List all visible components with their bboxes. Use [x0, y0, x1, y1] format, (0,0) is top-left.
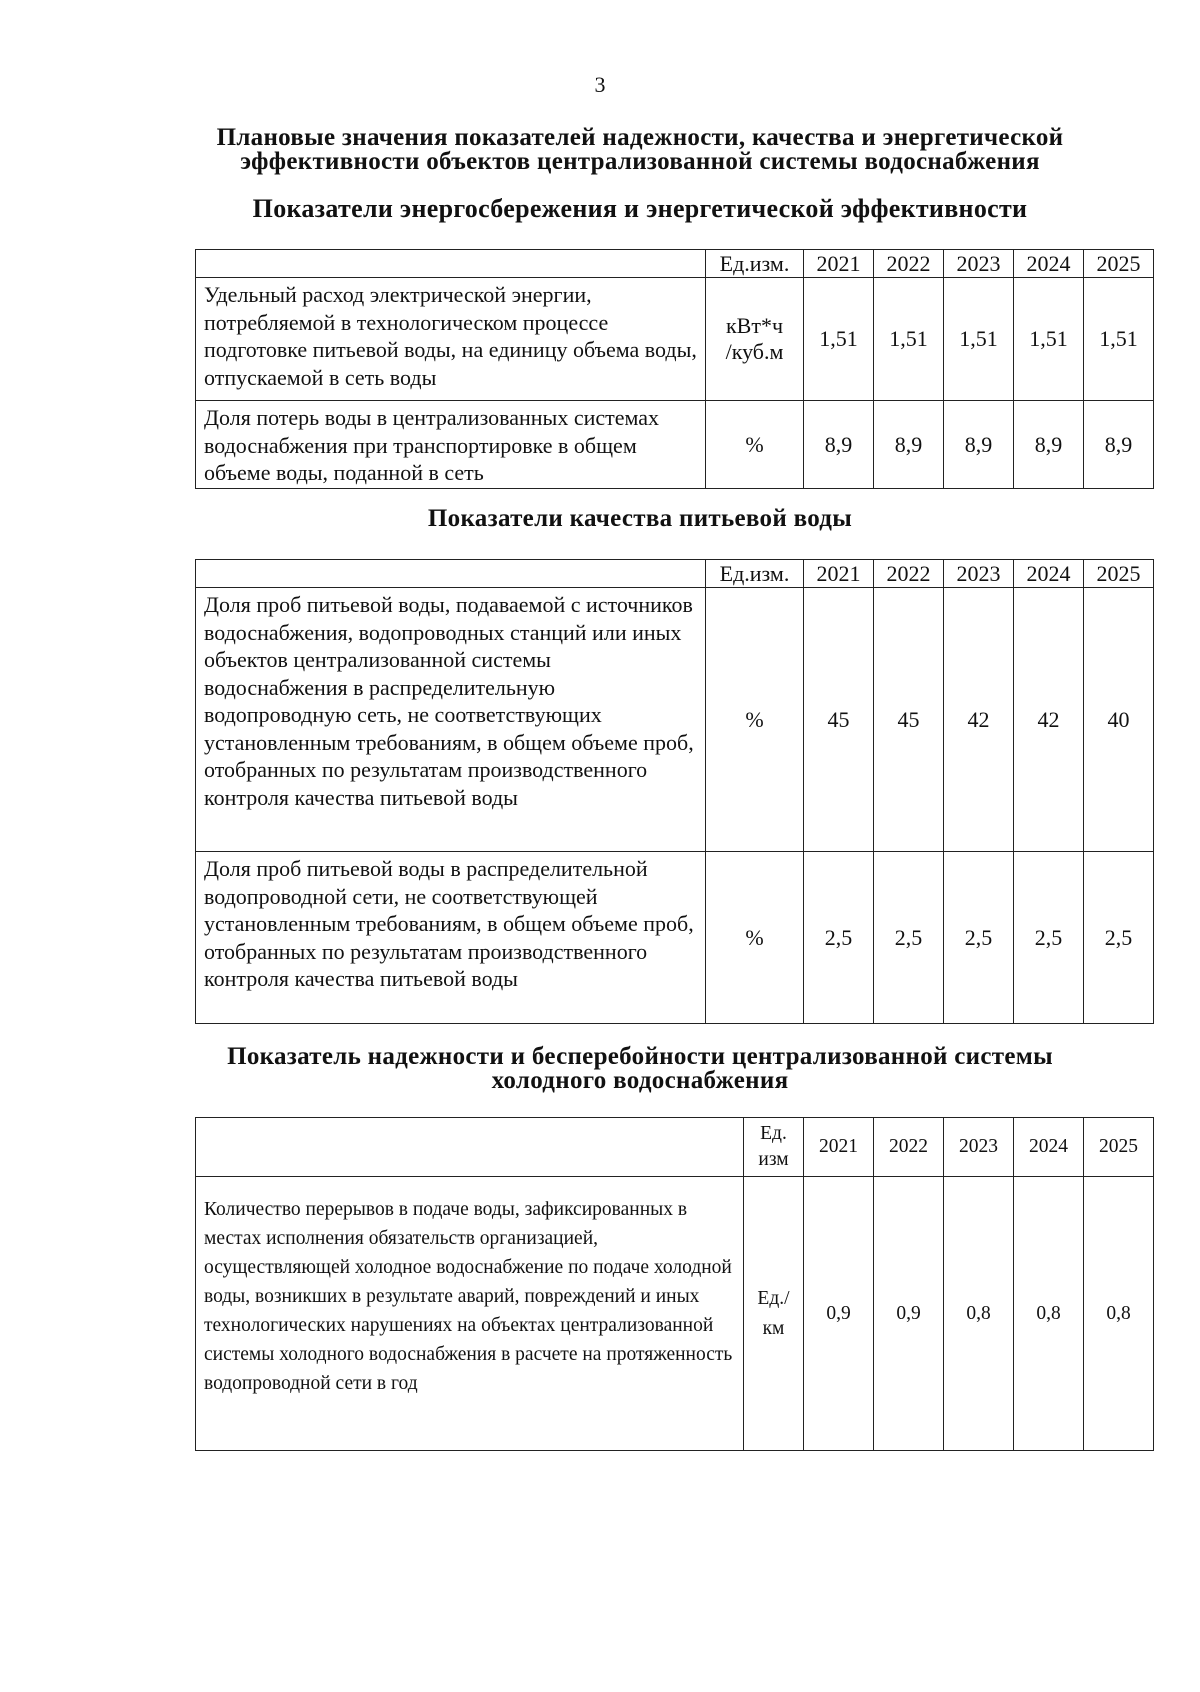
value-cell: 2,5: [804, 852, 874, 1024]
year-header: 2021: [804, 250, 874, 278]
value-cell: 42: [944, 588, 1014, 852]
indicator-unit: [706, 278, 804, 401]
value-cell: 1,51: [944, 278, 1014, 401]
year-header: 2021: [804, 1118, 874, 1177]
indicator-unit: %: [706, 588, 804, 852]
table-header-row: [196, 250, 1154, 278]
indicator-description: Количество перерывов в подаче воды, зафиксированных в местах исполнения обязательств организацией, осуществляющей холодное водоснабжение по подаче холодной воды, возникших в результате аварий, повреждений и иных технологических нарушениях на объектах централизованной системы холодного водоснабжения в расчете на протяженность водопроводной сети в год: [196, 1177, 744, 1451]
indicator-description: Доля проб питьевой воды в распределительной водопроводной сети, не соответствующей установленным требованиям, в общем объеме проб, отобранных по результатам производственного контроля качества питьевой воды: [196, 852, 706, 1024]
value-cell: 0,8: [1014, 1177, 1084, 1451]
unit-header: Ед.изм.: [706, 250, 804, 278]
value-cell: 1,51: [1084, 278, 1154, 401]
value-cell: 0,9: [874, 1177, 944, 1451]
table-row: [196, 588, 1154, 852]
section-energy-title: Показатели энергосбережения и энергетической эффективности: [252, 194, 1028, 223]
year-header: 2025: [1084, 560, 1154, 588]
value-cell: 0,8: [1084, 1177, 1154, 1451]
year-header: 2024: [1014, 250, 1084, 278]
year-header: 2024: [1014, 1118, 1084, 1177]
table-row: [196, 852, 1154, 1024]
value-cell: 2,5: [1084, 852, 1154, 1024]
value-cell: 40: [1084, 588, 1154, 852]
year-header: 2024: [1014, 560, 1084, 588]
value-cell: 0,9: [804, 1177, 874, 1451]
value-cell: 8,9: [874, 401, 944, 489]
value-cell: 8,9: [804, 401, 874, 489]
unit-header-line-1: Ед.: [760, 1123, 787, 1144]
value-cell: 2,5: [944, 852, 1014, 1024]
table-header-row: [196, 1118, 1154, 1177]
value-cell: 2,5: [874, 852, 944, 1024]
energy-efficiency-table: [195, 249, 1154, 489]
header-blank-cell: [196, 560, 706, 588]
header-blank-cell: [196, 1118, 744, 1177]
unit-header-line-2: изм: [758, 1149, 789, 1170]
indicator-description: Доля потерь воды в централизованных системах водоснабжения при транспортировке в общем объеме воды, поданной в сеть: [196, 401, 706, 489]
section-reliability-title-line-2: холодного водоснабжения: [491, 1067, 789, 1094]
value-cell: 8,9: [944, 401, 1014, 489]
year-header: 2022: [874, 1118, 944, 1177]
section-reliability-title: [150, 1045, 1130, 1093]
table-row: [196, 401, 1154, 489]
unit-header: Ед.изм.: [706, 560, 804, 588]
value-cell: 1,51: [1014, 278, 1084, 401]
section-quality-title: Показатели качества питьевой воды: [427, 505, 853, 532]
year-header: 2023: [944, 560, 1014, 588]
main-title-line-2: эффективности объектов централизованной системы водоснабжения: [240, 148, 1040, 175]
table-row: [196, 1177, 1154, 1451]
value-cell: 8,9: [1014, 401, 1084, 489]
header-blank-cell: [196, 250, 706, 278]
unit-line-2: /куб.м: [725, 339, 784, 364]
year-header: 2025: [1084, 1118, 1154, 1177]
water-quality-table: [195, 559, 1154, 1024]
year-header: 2023: [944, 250, 1014, 278]
unit-line-1: Ед./: [757, 1287, 790, 1309]
page-number: 3: [594, 72, 606, 97]
table-header-row: [196, 560, 1154, 588]
table-row: [196, 278, 1154, 401]
indicator-description: Удельный расход электрической энергии, потребляемой в технологическом процессе подготовке питьевой воды, на единицу объема воды, отпускаемой в сеть воды: [196, 278, 706, 401]
unit-header: [744, 1118, 804, 1177]
value-cell: 1,51: [874, 278, 944, 401]
value-cell: 45: [874, 588, 944, 852]
indicator-description: Доля проб питьевой воды, подаваемой с источников водоснабжения, водопроводных станций или иных объектов централизованной системы водоснабжения в распределительную водопроводную сеть, не соответствующих установленным требованиям, в общем объеме проб, отобранных по результатам производственного контроля качества питьевой воды: [196, 588, 706, 852]
value-cell: 1,51: [804, 278, 874, 401]
main-title-line-1: Плановые значения показателей надежности, качества и энергетической: [216, 124, 1064, 151]
main-title: [150, 126, 1130, 174]
value-cell: 45: [804, 588, 874, 852]
indicator-unit: [744, 1177, 804, 1451]
value-cell: 42: [1014, 588, 1084, 852]
year-header: 2022: [874, 560, 944, 588]
indicator-unit: %: [706, 852, 804, 1024]
unit-line-2: км: [762, 1317, 785, 1339]
value-cell: 0,8: [944, 1177, 1014, 1451]
section-reliability-title-line-1: Показатель надежности и бесперебойности централизованной системы: [227, 1043, 1053, 1070]
indicator-unit: %: [706, 401, 804, 489]
value-cell: 2,5: [1014, 852, 1084, 1024]
unit-line-1: кВт*ч: [725, 313, 784, 338]
reliability-table: [195, 1117, 1154, 1451]
year-header: 2025: [1084, 250, 1154, 278]
year-header: 2023: [944, 1118, 1014, 1177]
year-header: 2022: [874, 250, 944, 278]
value-cell: 8,9: [1084, 401, 1154, 489]
year-header: 2021: [804, 560, 874, 588]
